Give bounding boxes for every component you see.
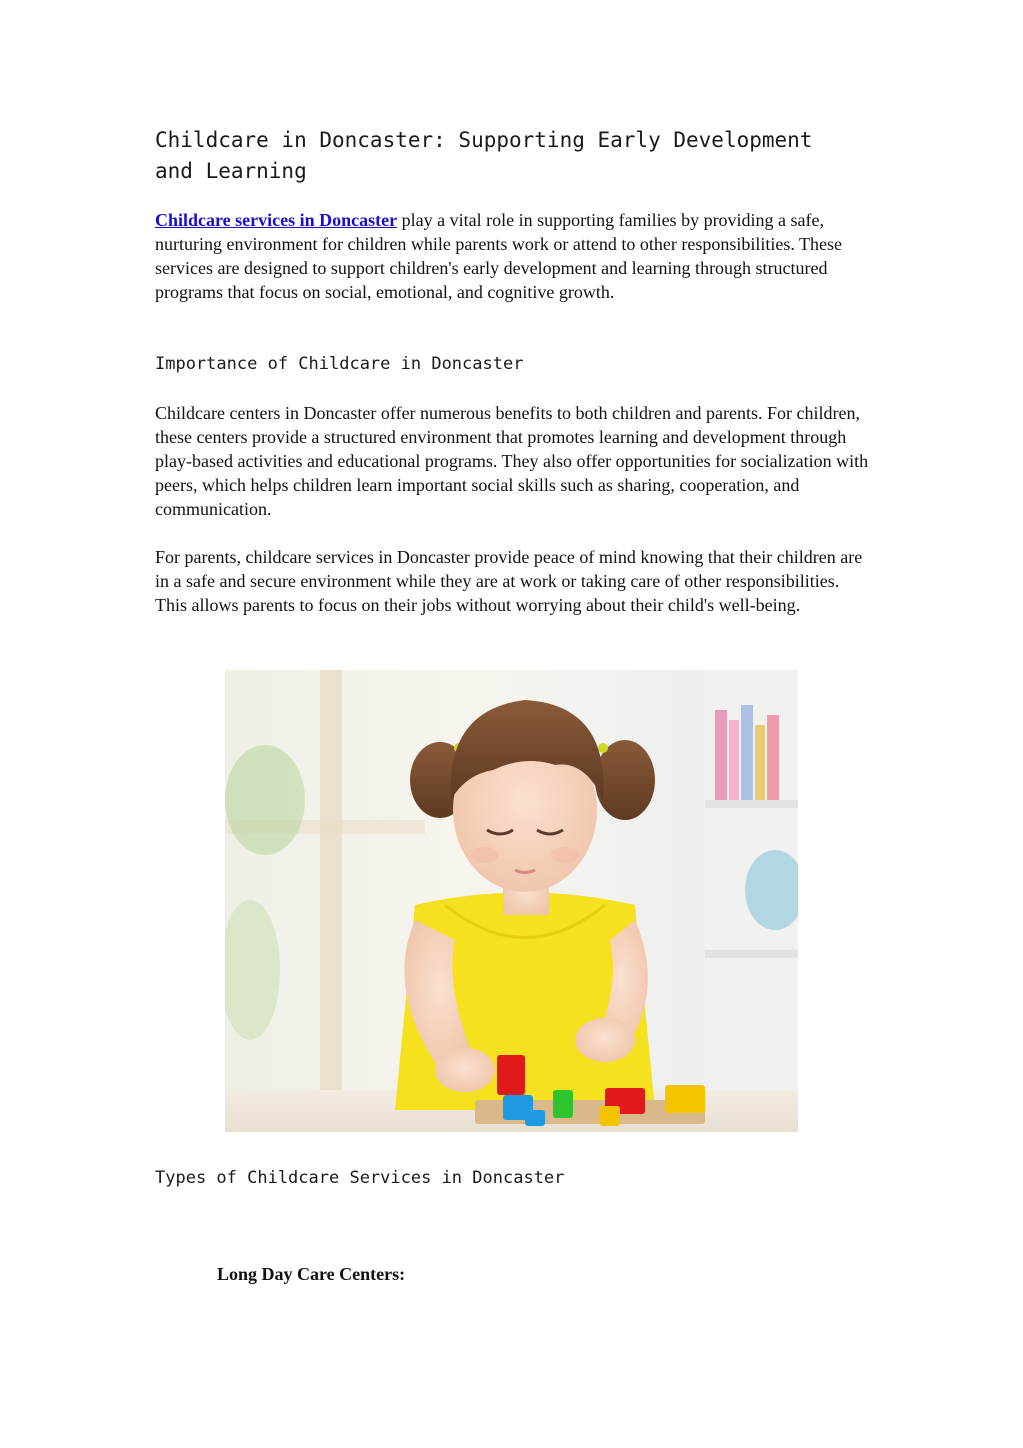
importance-paragraph-1: Childcare centers in Doncaster offer numerous benefits to both children and parents. For children, these centers provide a structured environment that promotes learning and development through play-based activities and educational programs. They also offer opportunities for socialization with peers, which helps children learn important social skills such as sharing, cooperation, and communication. — [155, 403, 869, 519]
intro-text: play a vital role in supporting families by providing a safe, nurturing environment for children while parents work or attend to other responsibilities. These services are designed to support children's early development and learning through structured programs that focus on social, emotional, and cognitive growth. — [155, 210, 842, 302]
child-playing-photo — [225, 670, 798, 1132]
page-title: Childcare in Doncaster: Supporting Early Development and Learning — [155, 128, 813, 183]
importance-paragraph-2: For parents, childcare services in Doncaster provide peace of mind knowing that their children are in a safe and secure environment while they are at work or taking care of other responsibilities. This allows parents to focus on their jobs without worrying about their child's well-being. — [155, 547, 863, 615]
intro-paragraph — [155, 208, 870, 304]
subheading-long-day-care: Long Day Care Centers: — [217, 1264, 406, 1284]
section-heading-importance: Importance of Childcare in Doncaster — [155, 354, 524, 374]
section-heading-types: Types of Childcare Services in Doncaster — [155, 1168, 565, 1188]
childcare-services-link[interactable]: Childcare services in Doncaster — [155, 210, 398, 230]
